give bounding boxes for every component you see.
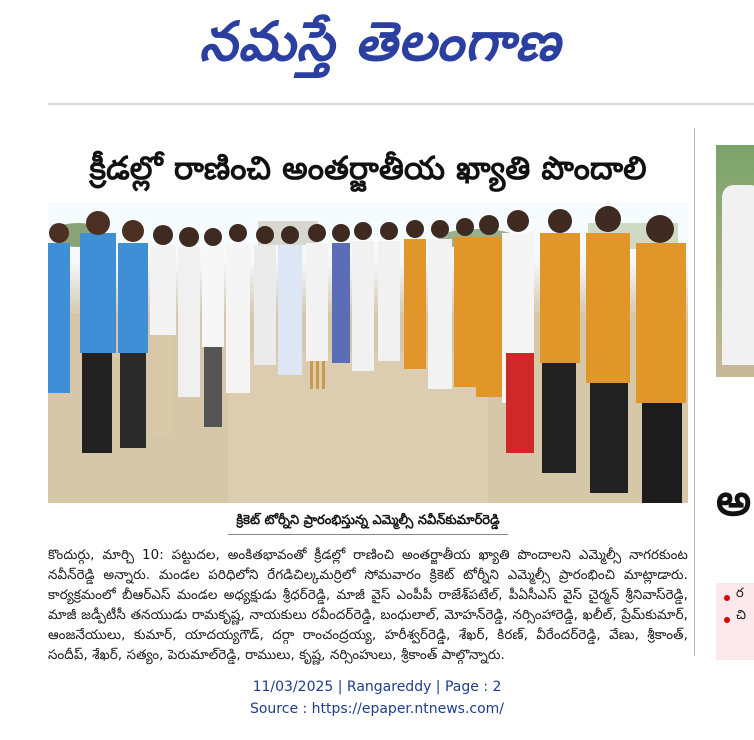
page-footer [0, 676, 754, 724]
article-headline: క్రీడల్లో రాణించి అంతర్జాతీయ ఖ్యాతి పొందాలి [89, 149, 647, 187]
photo-caption: క్రికెట్ టోర్నీని ప్రారంభిస్తున్న ఎమ్మెల్సీ నవీన్‌కుమార్‌రెడ్డి [228, 508, 507, 535]
article-photo [48, 203, 688, 503]
masthead-divider [48, 103, 754, 105]
adjacent-bullet-text: ర [736, 586, 744, 601]
bullet-dot-icon [724, 595, 730, 601]
bullet-dot-icon [724, 617, 730, 623]
photo-caption-area [48, 508, 688, 536]
footer-date-edition: 11/03/2025 | Rangareddy | Page : 2 [252, 679, 502, 695]
news-article [48, 128, 688, 663]
cricket-team-photo [48, 203, 688, 503]
article-paragraph: కొందుర్గు, మార్చి 10: పట్టుదల, అంకితభావంతో క్రీడల్లో రాణించి అంతర్జాతీయ ఖ్యాతి పొందాలని ఎమ్మెల్సీ నాగరకుంట నవీన్‌రెడ్డి అన్నారు. మండల పరిధిలోని రేగడిచిల్కమర్రిలో సోమవారం క్రికెట్ టోర్నీని ఎమ్మెల్సీ ప్రారంభించి మాట్లాడారు. కార్యక్రమంలో బీఆర్‌ఎస్ మండల అధ్యక్షుడు శ్రీధర్‌రెడ్డి, మాజీ వైస్ ఎంపీపీ రాజేశ్‌పటేల్, పీఏసీఎస్ వైస్ చైర్మన్ శ్రీనివాస్‌రెడ్డి, మాజీ జడ్పీటీసీ తనయుడు రామకృష్ణ, నాయకులు రవీందర్‌రెడ్డి, బంధులాల్, మోహన్‌రెడ్డి, నర్సింహారెడ్డి, ఖలీల్, ప్రేమ్‌కుమార్, ఆంజనేయులు, కుమార్, యాదయ్యగౌడ్, దర్గా రాంచంద్రయ్య, హరీశ్వర్‌రెడ్డి, శేఖర్, కిరణ్, వీరేందర్‌రెడ్డి, వేణు, శ్రీకాంత్, సందీప్, శేఖర్, సత్యం, పెరుమాల్‌రెడ్డి, రాములు, కృష్ణ, నర్సింహులు, శ్రీకాంత్ పాల్గొన్నారు. [48, 548, 688, 663]
adjacent-highlight-box [716, 583, 754, 660]
adjacent-article-strip [716, 145, 754, 660]
adjacent-headline-letter: అ [716, 475, 752, 526]
footer-source: Source : https://epaper.ntnews.com/ [249, 701, 505, 717]
adjacent-bullet-text: చి [736, 608, 746, 623]
newspaper-logo: నమస్తే తెలంగాణ [199, 10, 561, 73]
masthead [0, 0, 754, 90]
adjacent-photo-person [722, 185, 754, 365]
article-body [48, 546, 688, 663]
column-divider [694, 128, 695, 656]
